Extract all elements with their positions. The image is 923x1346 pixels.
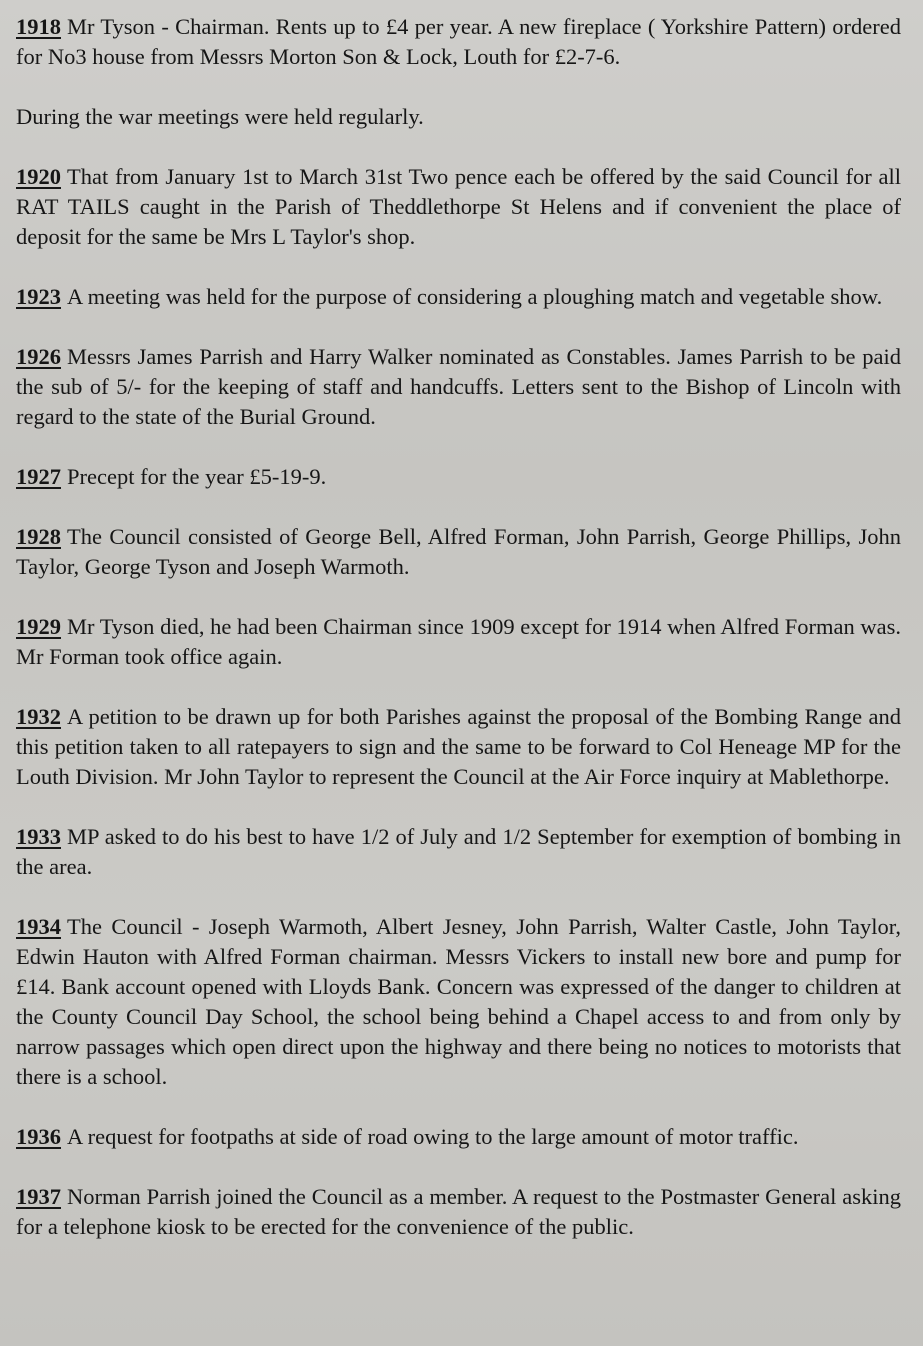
entry-year: 1926 (16, 344, 61, 369)
entry-year: 1920 (16, 164, 61, 189)
entry-year: 1923 (16, 284, 61, 309)
entry-1929 (16, 612, 901, 672)
entry-year: 1936 (16, 1124, 61, 1149)
entry-1936 (16, 1122, 901, 1152)
entry-text: A request for footpaths at side of road owing to the large amount of motor traffic. (67, 1124, 799, 1149)
entry-text: Precept for the year £5-19-9. (67, 464, 327, 489)
entry-year: 1937 (16, 1184, 61, 1209)
entry-text: A meeting was held for the purpose of considering a ploughing match and vegetable show. (67, 284, 883, 309)
entry-year: 1927 (16, 464, 61, 489)
entry-year: 1932 (16, 704, 61, 729)
entry-1928 (16, 522, 901, 582)
entry-1932 (16, 702, 901, 792)
entry-1926 (16, 342, 901, 432)
entry-year: 1928 (16, 524, 61, 549)
entry-1918 (16, 12, 901, 72)
entry-1920 (16, 162, 901, 252)
entry-text: A petition to be drawn up for both Parishes against the proposal of the Bombing Range and this petition taken to all ratepayers to sign and the same to be forward to Col Heneage MP for the Louth Division. Mr John Taylor to represent the Council at the Air Force inquiry at Mablethorpe. (16, 704, 901, 789)
entry-text: That from January 1st to March 31st Two pence each be offered by the said Council for all RAT TAILS caught in the Parish of Theddlethorpe St Helens and if convenient the place of deposit for the same be Mrs L Taylor's shop. (16, 164, 901, 249)
entry-1937 (16, 1182, 901, 1242)
entry-year: 1929 (16, 614, 61, 639)
entry-1923 (16, 282, 901, 312)
entry-text: Mr Tyson died, he had been Chairman since 1909 except for 1914 when Alfred Forman was. Mr Forman took office again. (16, 614, 901, 669)
entry-1933 (16, 822, 901, 882)
entry-year: 1918 (16, 14, 61, 39)
entry-text: During the war meetings were held regularly. (16, 104, 424, 129)
entry-1927 (16, 462, 901, 492)
entry-text: Mr Tyson - Chairman. Rents up to £4 per year. A new fireplace ( Yorkshire Pattern) ordered for No3 house from Messrs Morton Son & Lock, Louth for £2-7-6. (16, 14, 901, 69)
entry-year: 1934 (16, 914, 61, 939)
entry-war-meetings (16, 102, 901, 132)
entry-text: Messrs James Parrish and Harry Walker nominated as Constables. James Parrish to be paid the sub of 5/- for the keeping of staff and handcuffs. Letters sent to the Bishop of Lincoln with regard to the state of the Burial Ground. (16, 344, 901, 429)
entry-year: 1933 (16, 824, 61, 849)
entry-text: MP asked to do his best to have 1/2 of July and 1/2 September for exemption of bombing in the area. (16, 824, 901, 879)
entry-text: Norman Parrish joined the Council as a member. A request to the Postmaster General asking for a telephone kiosk to be erected for the convenience of the public. (16, 1184, 901, 1239)
entry-text: The Council consisted of George Bell, Alfred Forman, John Parrish, George Phillips, John Taylor, George Tyson and Joseph Warmoth. (16, 524, 901, 579)
entry-text: The Council - Joseph Warmoth, Albert Jesney, John Parrish, Walter Castle, John Taylor, Edwin Hauton with Alfred Forman chairman. Messrs Vickers to install new bore and pump for £14. Bank account opened with Lloyds Bank. Concern was expressed of the danger to children at the County Council Day School, the school being behind a Chapel access to and from only by narrow passages which open direct upon the highway and there being no notices to motorists that there is a school. (16, 914, 901, 1089)
entry-1934 (16, 912, 901, 1092)
